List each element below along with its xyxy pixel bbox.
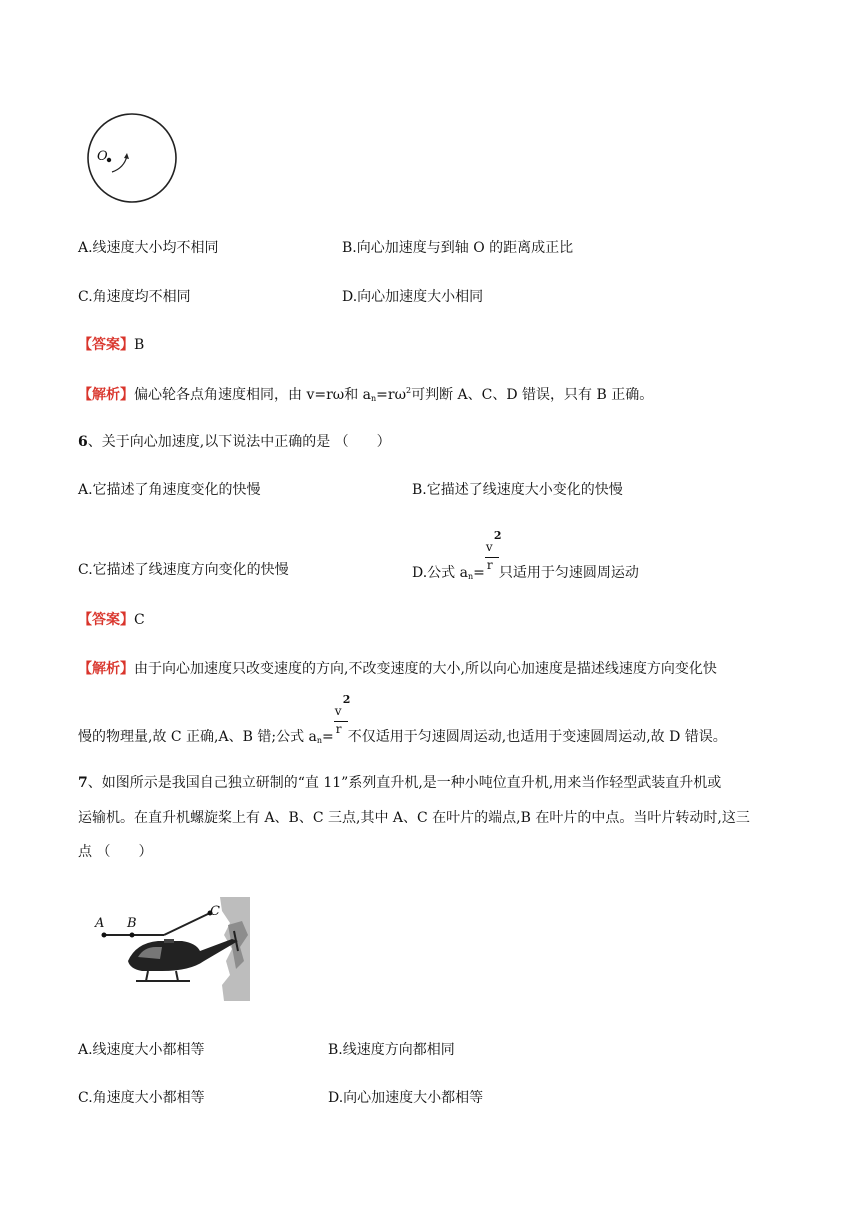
answer-tag: 【答案】 [78,337,134,353]
q6-answer [78,613,145,627]
question-number: 7 [78,775,88,791]
analysis-tag: 【解析】 [78,387,134,403]
answer-value: C [134,612,145,628]
q5-option-d: D.向心加速度大小相同 [342,289,484,305]
figure-label-b: B [127,916,137,931]
q7-option-d: D.向心加速度大小都相等 [328,1090,484,1106]
helicopter-figure [92,895,252,1003]
q5-option-c: C.角速度均不相同 [78,289,191,305]
q5-option-b: B.向心加速度与到轴 O 的距离成正比 [342,240,574,256]
formula-v2-over-r: v 2 r [485,529,502,572]
q7-option-c: C.角速度大小都相等 [78,1090,205,1106]
q6-stem: 6、关于向心加速度,以下说法中正确的是 （ ） [78,434,391,450]
figure-label-c: C [210,904,220,919]
q5-option-a: A.线速度大小均不相同 [78,240,219,256]
formula-v2-over-r: v 2 r [334,693,351,736]
q5-analysis: 【解析】偏心轮各点角速度相同，由 v=rω和 $a_n=r\omega^2$可判断 A、C、D 错误，只有 B 正确。 [78,386,654,403]
q7-stem-line1: 7、如图所示是我国自己独立研制的“直 11”系列直升机,是一种小吨位直升机,用来当作轻型武装直升机或 [78,775,722,791]
answer-tag: 【答案】 [78,612,134,628]
analysis-tag: 【解析】 [78,661,134,677]
answer-value: B [134,337,145,353]
q7-option-b: B.线速度方向都相同 [328,1042,455,1058]
q6-analysis-line1: 【解析】由于向心加速度只改变速度的方向,不改变速度的大小,所以向心加速度是描述线速度方向变化快 [78,661,717,677]
q6-analysis-line2: 慢的物理量,故 C 正确,A、B 错;公式 $a_n=$ v 2 r 不仅适用于匀速圆周运动,也适用于变速圆周运动,故 D 错误。 [78,693,727,745]
q6-option-d: D.公式 $a_n=$ v 2 r 只适用于匀速圆周运动 [412,529,639,581]
q6-option-b: B.它描述了线速度大小变化的快慢 [412,482,623,498]
q6-option-c: C.它描述了线速度方向变化的快慢 [78,562,289,578]
q7-option-a: A.线速度大小都相等 [78,1042,205,1058]
question-number: 6 [78,434,88,450]
q5-answer [78,338,144,352]
q7-stem-line2: 运输机。在直升机螺旋桨上有 A、B、C 三点,其中 A、C 在叶片的端点,B 在叶片的中点。当叶片转动时,这三 [78,810,750,826]
q6-option-a: A.它描述了角速度变化的快慢 [78,482,261,498]
q7-stem-line3: 点 （ ） [78,844,153,860]
figure-label-a: A [95,916,105,931]
figure-center-label: O [97,149,108,164]
